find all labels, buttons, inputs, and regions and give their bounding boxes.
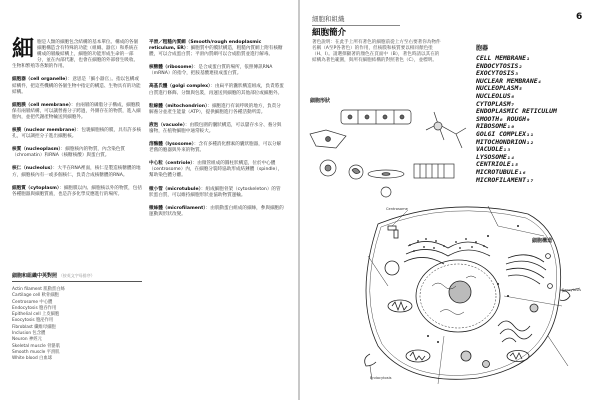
- definition-term: 微小管（microtubule）: [149, 186, 201, 192]
- definition-text: ：由兩層的磷脂分子構成，細胞膜保有兩層結構，可以讓營養分子跨過，外側存在的物質，進入細胞內，並把代謝產物輸送到細胞外。: [12, 102, 141, 120]
- definition-text: ：細胞進行有氧呼吸的地方，負責分解養分並產生能量（ATP），提供細胞進行各種活動所需。: [149, 103, 281, 115]
- definition-term: 粒線體（mitochondrion）: [149, 103, 208, 109]
- glossary-item: Exocytosis 胞泌作用: [12, 318, 54, 324]
- nucleolus: [449, 281, 471, 303]
- handwritten-item: VACUOLE₁₃: [476, 145, 511, 154]
- handwritten-item: SMOOTH₈ ROUGH₉: [476, 114, 530, 123]
- definition-item: [149, 65, 284, 77]
- definition-list-1: [12, 77, 142, 197]
- rough-er: [404, 241, 490, 264]
- handwritten-item: LYSOSOME₁₄: [476, 152, 515, 161]
- definition-term: 液泡（vacuole）: [149, 122, 186, 128]
- definition-term: 核糖體（ribosome）: [149, 65, 194, 71]
- left-page: [0, 0, 298, 400]
- definition-item: [12, 128, 142, 140]
- definition-item: [149, 123, 284, 135]
- glossary-item: Centrosome 中心體: [12, 299, 53, 305]
- definition-term: 細胞器（cell organelle）: [12, 77, 68, 83]
- handwritten-item: ENDOPLASMIC RETICULUM: [476, 107, 557, 116]
- glossary-list: [12, 287, 142, 363]
- definition-item: [149, 161, 284, 179]
- definition-text: ：由肌動蛋白組成的細絲，參與細胞的運動與形狀改變。: [149, 205, 284, 217]
- definition-item: [12, 103, 142, 121]
- definition-term: 平滑／粗糙內質網（Smooth/rough endoplasmic reticulum, ER）: [149, 40, 262, 52]
- definition-term: 核仁（nucleolus）: [12, 166, 53, 172]
- handwritten-item: CYTOPLASM₇: [476, 99, 515, 108]
- definition-text: ：包裹細胞核的膜，具有許多核孔，可以調控分子進出細胞核。: [12, 128, 142, 140]
- definition-item: [149, 206, 284, 218]
- left-column-1: [12, 37, 142, 205]
- glossary-item: White blood 白血球: [12, 356, 53, 362]
- handwritten-item: MICROTUBULE₁₆: [476, 167, 527, 176]
- mitochondria: [388, 300, 529, 362]
- exocytosis-label: Exocytosis: [562, 288, 581, 292]
- glossary-item: Endocytosis 胞吞作用: [12, 305, 57, 311]
- definition-text: ：是合成蛋白質的場所，依照傳訊RNA（mRNA）的指令，把胺基酸連接成蛋白質。: [149, 65, 273, 77]
- definition-text: ：由膜包圍的囊狀構造，可以儲存水分、養分與廢物，在植物細胞中通常較大。: [149, 122, 282, 134]
- definition-text: ：細胞核內的物質，內含染色質（chromatin）和RNA（核糖核酸）與蛋白質。: [12, 147, 125, 159]
- centrioles: [388, 226, 398, 238]
- glossary-item: Skeletal muscle 骨骼肌: [12, 343, 61, 349]
- handwritten-item: GOLGI COMPLEX₁₁: [476, 129, 534, 138]
- definition-item: [12, 166, 142, 178]
- definition-text: ：意思是「細小器官」。指以包構或結構件，把這些機構的各個生物中指定的構造、生物具有的功能結構。: [12, 77, 141, 95]
- neuron-drawing: [426, 112, 466, 148]
- handwritten-item: CENTRIOLE₁₅: [476, 160, 519, 169]
- glossary-item: Smooth muscle 平滑肌: [12, 349, 60, 355]
- definition-item: [149, 40, 284, 58]
- glossary-subtitle: （按英文字母排序）: [58, 273, 95, 278]
- definition-term: 細胞膜（cell membrane）: [12, 102, 71, 108]
- definition-item: [12, 147, 142, 159]
- glossary-item: Cartilage cell 軟骨細胞: [12, 293, 59, 299]
- definition-term: 中心粒（centriole）: [149, 161, 193, 167]
- left-column-2: [149, 40, 284, 225]
- handwritten-item: NUCLEOPLASM₅: [476, 84, 523, 93]
- definition-term: 細胞質（cytoplasm）: [12, 185, 60, 191]
- handwritten-item: CELL MEMBRANE₁: [476, 54, 530, 62]
- smooth-er: [498, 321, 532, 342]
- endocytosis-label: Endocytosis: [370, 376, 392, 380]
- lysosome: [461, 351, 471, 361]
- cell-structure-diagram: [348, 196, 588, 396]
- definition-item: [149, 142, 284, 154]
- definition-item: [149, 187, 284, 199]
- handwritten-item: RIBOSOME₁₀: [476, 122, 515, 131]
- cell-structure-label: 細胞構造: [532, 238, 553, 244]
- definition-text: ：由扁平的囊狀構造組成，負責將蛋白質進行修飾、分類與包裝，再運送到細胞的其他部位或細胞外。: [149, 84, 284, 96]
- cell-shapes-diagram: [306, 104, 476, 204]
- definition-text: ：含有多種消化酵素的囊狀胞器，可以分解老舊的胞器與外來的物質。: [149, 142, 282, 154]
- handwritten-item: NUCLEAR MEMBRANE₄: [476, 76, 542, 85]
- endocytosis-vesicle: [365, 354, 376, 366]
- golgi-complex: [506, 255, 546, 284]
- definition-term: 微絲體（microfilament）: [149, 205, 206, 211]
- glossary-item: Neuron 神經元: [12, 337, 42, 343]
- definition-item: [12, 186, 142, 198]
- definition-item: [12, 77, 142, 95]
- glossary-item: Actin filament 肌動蛋白絲: [12, 287, 65, 292]
- page-number: 6: [576, 12, 583, 22]
- dropcap: 細: [12, 37, 35, 62]
- handwritten-item: MITOCHONDRION₁₂: [476, 137, 534, 146]
- definition-text: ：細胞質中的膜狀構造，粗糙內質網上附有核糖體，可以合成蛋白質；平滑內質網可以合成脂質並進行解毒。: [149, 46, 283, 58]
- definition-item: [149, 84, 284, 96]
- glossary-box: [12, 272, 142, 363]
- handwritten-item: ENDOCYTOSIS₂: [476, 61, 523, 70]
- definition-text: ：細胞膜以內、細胞核以外的物質，包括各種胞器與細胞質液，也是許多化學反應進行的場所。: [12, 185, 142, 197]
- handwritten-item: NUCLEOLUS₆: [476, 91, 515, 100]
- handwritten-item: MICROFILAMENT₁₇: [476, 175, 534, 184]
- glossary-title-text: 細胞和組織中英對照: [12, 273, 58, 279]
- definition-term: 溶酶體（lysosome）: [149, 142, 194, 148]
- glossary-item: Fibroblast 纖維母細胞: [12, 324, 56, 330]
- glossary-item: Inclusion 包含體: [12, 331, 46, 337]
- intro-text: 胞是人類的細胞包含結構的基本單位。構成的各個細胞構造含有特殊的功能（組織、器官）和系統在構成的層級結構上，細胞的功能形成生命的一部分，並在內部代謝，也會在細胞的外部發生吸收、生物和繁殖等各類的作用。: [12, 40, 139, 70]
- coloring-instructions: 著色說明：在此手上所有著色的細胞前從上方至右要著你為物件名稱（A至P各著色）的作用，但核膜和核質要以相同顏色塗（H、I）。請選擇顯著的顏色在頁面中（B），著色時請以其在的結構為著色範圍，與所有細胞結構的對照著色（C），並標明。: [312, 40, 441, 64]
- intro-paragraph: [12, 37, 142, 70]
- handwritten-organelle-list: [476, 43, 596, 184]
- right-page: [300, 0, 600, 400]
- centrosome-label: Centrosome: [386, 207, 408, 211]
- cell-shapes-label: 細胞形狀: [310, 98, 331, 104]
- glossary-item: Epithelial cell 上皮細胞: [12, 312, 60, 318]
- handwritten-list-title: 胞器: [476, 45, 489, 52]
- definition-text: ：組成細胞骨架（cytoskeleton）的管狀蛋白質，可以維持細胞形狀並協助物質運輸。: [149, 186, 281, 198]
- definition-term: 核質（nucleoplasm）: [12, 147, 61, 153]
- definition-text: ：由微管組成的圓柱狀構造，位於中心體（centrosome）內，在細胞分裂時協助形成紡錘體（spindle），幫助染色體分離。: [149, 161, 283, 179]
- glossary-title: [12, 272, 142, 282]
- handwritten-item: EXOCYTOSIS₃: [476, 69, 519, 78]
- definition-term: 核膜（nuclear membrane）: [12, 128, 77, 134]
- chapter-title: 細胞和組織: [312, 14, 400, 26]
- vacuole: [385, 261, 399, 275]
- handwritten-items: [476, 55, 596, 184]
- definition-item: [149, 104, 284, 116]
- definition-text: ：大半在RNA裡面，核仁是製造核糖體的地方，細胞核內有一或多個核仁，負責合成核糖體的RNA。: [12, 166, 141, 178]
- definition-term: 高基氏體（golgi complex）: [149, 84, 211, 90]
- section-title: 細胞簡介: [312, 28, 347, 38]
